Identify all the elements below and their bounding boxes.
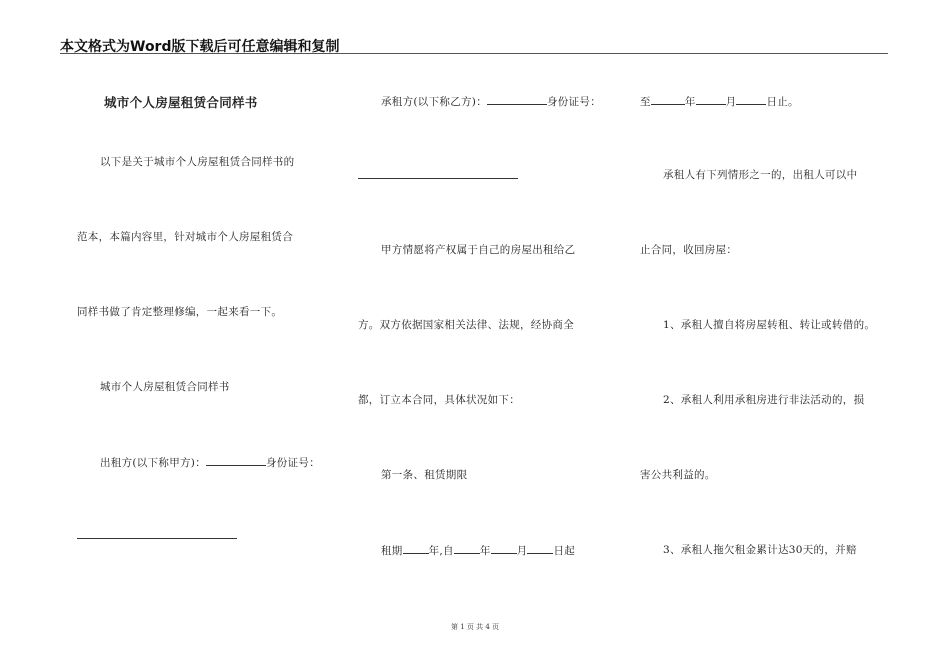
clause-line-3: 都，订立本合同，具体状况如下： bbox=[358, 394, 520, 406]
item-2-line-1: 2、承租人利用承租房进行非法活动的，损 bbox=[663, 394, 865, 406]
termination-line-1: 承租人有下列情形之一的，出租人可以中 bbox=[663, 169, 858, 181]
item-2-line-2: 害公共利益的。 bbox=[640, 469, 716, 481]
end-day-blank bbox=[736, 93, 766, 105]
lessor-line bbox=[100, 454, 320, 470]
lessor-id-blank bbox=[77, 538, 237, 539]
lessee-id-label: 身份证号： bbox=[547, 96, 601, 108]
clause-line-1: 甲方情愿将产权属于自己的房屋出租给乙 bbox=[381, 244, 576, 256]
document-header: 本文格式为Word版下载后可任意编辑和复制 bbox=[60, 39, 340, 55]
page-number: 第 1 页 共 4 页 bbox=[450, 623, 500, 631]
intro-line-3: 同样书做了肯定整理修编，一起来看一下。 bbox=[77, 306, 283, 318]
lessee-line bbox=[381, 93, 601, 109]
item-3: 3、承租人拖欠租金累计达30天的，并赔 bbox=[663, 544, 857, 556]
start-day-unit: 日起 bbox=[553, 545, 576, 557]
lessor-id-label: 身份证号： bbox=[266, 457, 320, 469]
lessee-id-blank bbox=[358, 178, 518, 179]
intro-line-2: 范本，本篇内容里，针对城市个人房屋租赁合 bbox=[77, 231, 293, 243]
start-year-unit: 年 bbox=[479, 545, 491, 557]
end-year-blank bbox=[651, 93, 685, 105]
end-day-unit: 日止。 bbox=[766, 96, 799, 108]
end-month-unit: 月 bbox=[725, 96, 737, 108]
end-year-unit: 年 bbox=[684, 96, 696, 108]
lessor-label: 出租方(以下称甲方)： bbox=[100, 457, 206, 469]
contract-subtitle: 城市个人房屋租赁合同样书 bbox=[100, 381, 230, 393]
start-month-unit: 月 bbox=[516, 545, 528, 557]
term-year-from: 年,自 bbox=[428, 545, 454, 557]
header-divider bbox=[60, 53, 888, 54]
end-date-line bbox=[640, 93, 799, 109]
clause-line-2: 方。双方依据国家相关法律、法规，经协商全 bbox=[358, 319, 574, 331]
start-year-blank bbox=[454, 542, 480, 554]
end-month-blank bbox=[696, 93, 726, 105]
termination-line-2: 止合同，收回房屋： bbox=[640, 244, 738, 256]
to-label: 至 bbox=[640, 96, 651, 108]
item-1: 1、承租人擅自将房屋转租、转让或转借的。 bbox=[663, 319, 876, 331]
intro-line-1: 以下是关于城市个人房屋租赁合同样书的 bbox=[100, 156, 295, 168]
lessor-name-blank bbox=[206, 454, 266, 466]
term-label: 租期 bbox=[381, 545, 403, 557]
lease-term-line bbox=[381, 542, 575, 558]
lessee-label: 承租方(以下称乙方)： bbox=[381, 96, 487, 108]
start-day-blank bbox=[527, 542, 553, 554]
article-1-heading: 第一条、租赁期限 bbox=[381, 469, 468, 481]
term-years-blank bbox=[403, 542, 429, 554]
document-title: 城市个人房屋租赁合同样书 bbox=[104, 95, 258, 110]
lessee-name-blank bbox=[487, 93, 547, 105]
start-month-blank bbox=[491, 542, 517, 554]
